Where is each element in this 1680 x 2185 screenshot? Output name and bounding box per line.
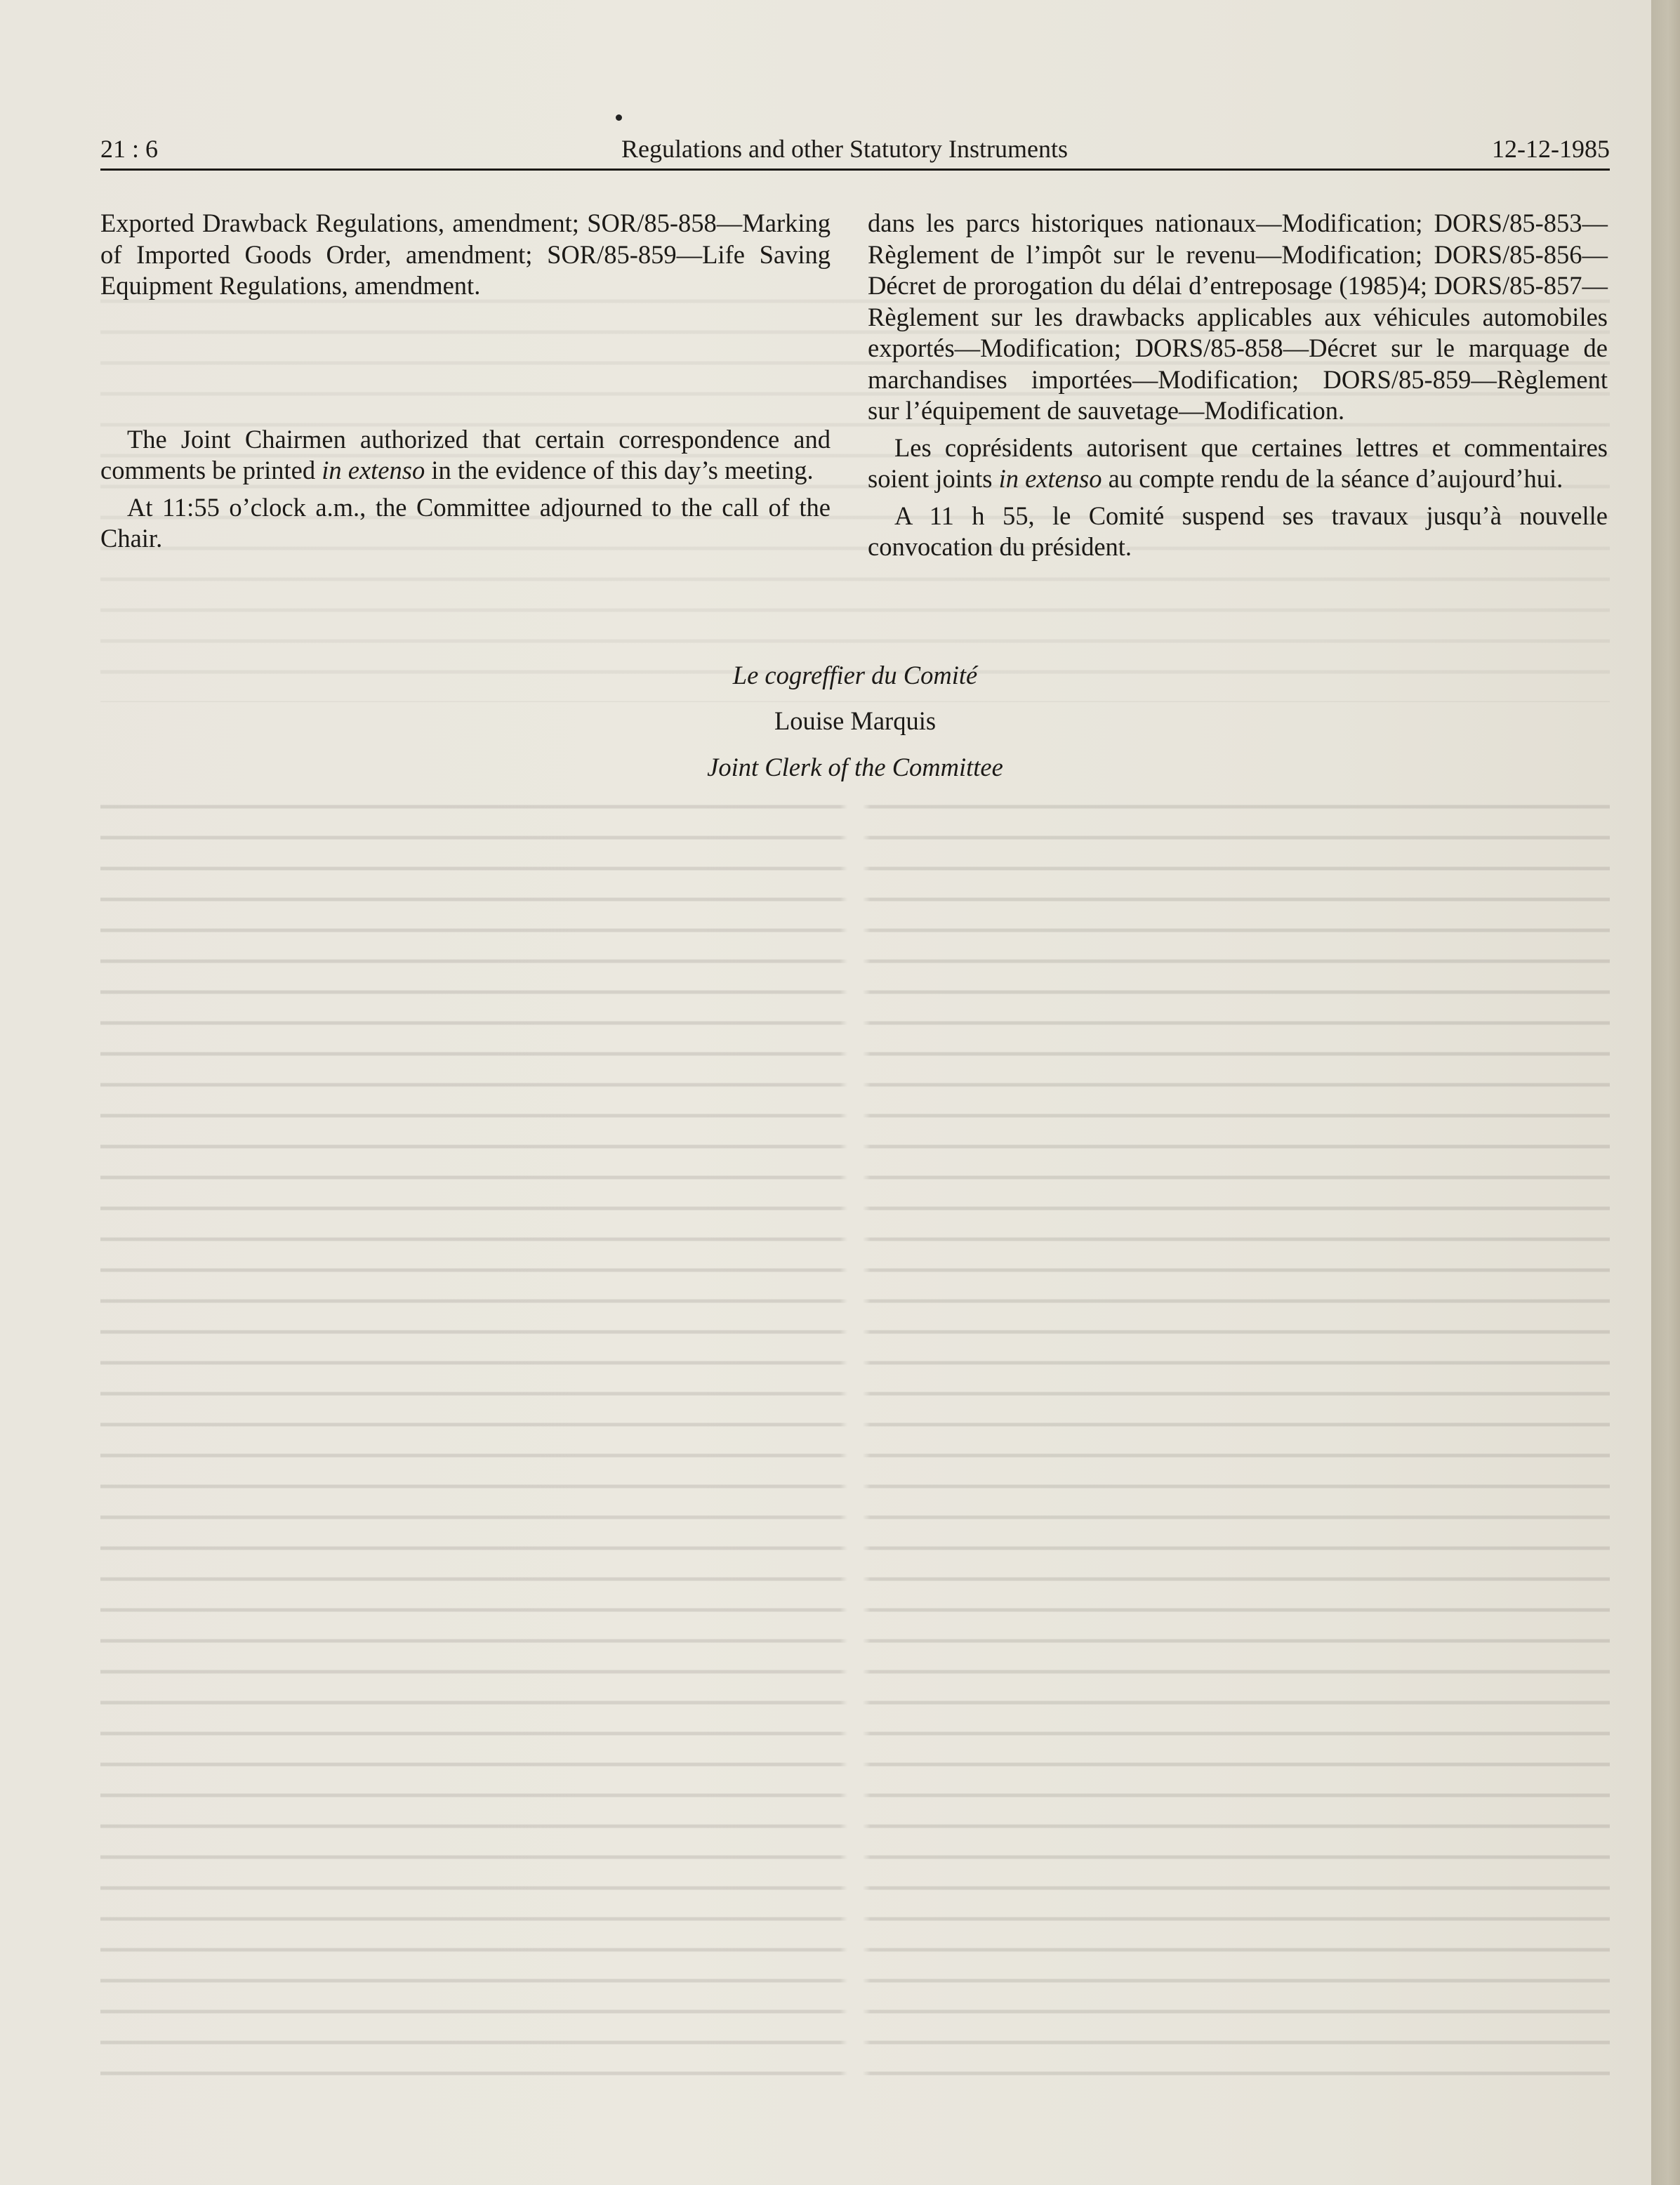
amendment-list-paragraph-fr: dans les parcs historiques nationaux—Modification; DORS/85-853—Règlement de l’impôt sur le revenu—Modification; DORS/85-856—Décret de prorogation du délai d’entreposage (1985)4; DORS/85-857—Règlement sur les drawbacks applicables aux véhicules automobiles exportés—Modification; DORS/85-858—Décret sur le marquage de marchandises importées—Modification; DORS/85-859—Règlement sur l’équipement de sauvetage—Modification.	[868, 209, 1608, 425]
page-number: 21 : 6	[100, 135, 159, 163]
clerk-title-english: Joint Clerk of the Committee	[707, 753, 1003, 781]
amendment-list-paragraph: Exported Drawback Regulations, amendment; SOR/85-858—Marking of Imported Goods Order, amendment; SOR/85-859—Life Saving Equipment Regulations, amendment.	[100, 209, 831, 300]
correspondence-paragraph-fr: Les coprésidents autorisent que certaines lettres et commentaires soient joints in extenso au compte rendu de la séance d’aujourd’hui.	[868, 433, 1608, 493]
ink-dot	[616, 114, 622, 121]
adjournment-paragraph: At 11:55 o’clock a.m., the Committee adjourned to the call of the Chair.	[100, 492, 831, 553]
english-column	[100, 208, 831, 555]
publication-title: Regulations and other Statutory Instruments	[621, 135, 1068, 163]
french-column	[868, 208, 1608, 563]
issue-date: 12-12-1985	[1492, 135, 1610, 163]
header-rule	[100, 169, 1610, 171]
correspondence-paragraph: The Joint Chairmen authorized that certain correspondence and comments be printed in extenso in the evidence of this day’s meeting.	[100, 424, 831, 484]
bleed-through-text	[100, 786, 1610, 2078]
adjournment-paragraph-fr: A 11 h 55, le Comité suspend ses travaux jusqu’à nouvelle convocation du président.	[868, 501, 1608, 561]
clerk-title-french: Le cogreffier du Comité	[732, 661, 978, 689]
page-edge	[1651, 0, 1680, 2185]
clerk-name: Louise Marquis	[774, 706, 937, 735]
running-header	[100, 128, 1610, 168]
